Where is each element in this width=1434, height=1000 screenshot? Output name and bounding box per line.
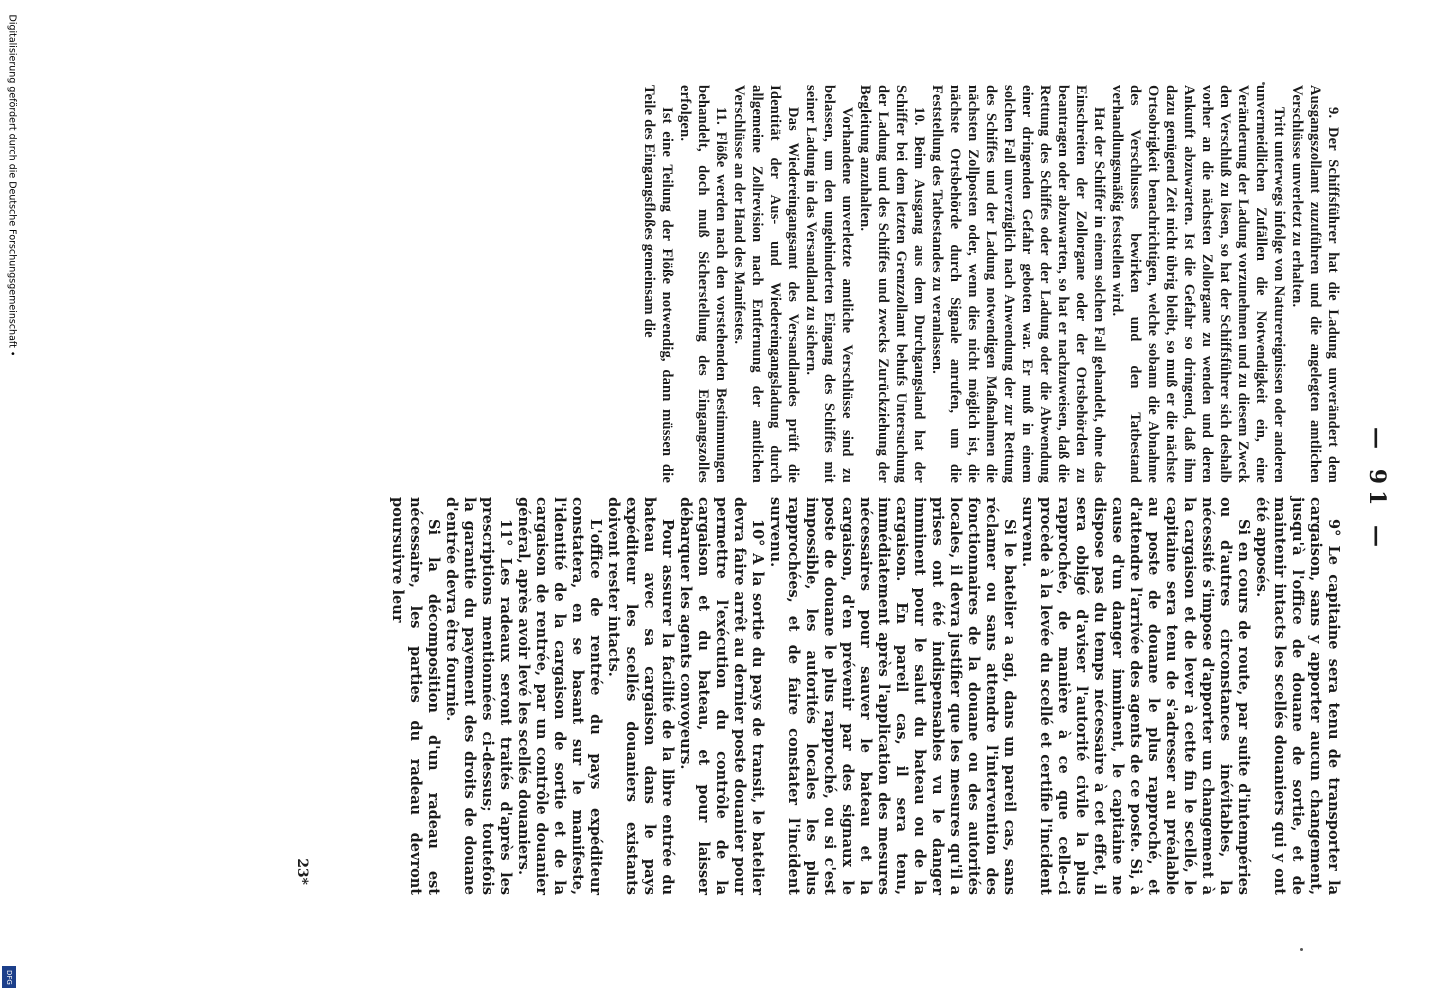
- german-column: [330, 85, 1342, 483]
- page-number: — 91 —: [1364, 427, 1390, 553]
- german-paragraph: Ist eine Teilung der Flöße notwendig, dann müssen die Teile des Eingangsfloßes gemeinsam die: [641, 85, 675, 483]
- scan-speck: [1262, 82, 1265, 85]
- german-paragraph: 9. Der Schiffsführer hat die Ladung unverändert dem Ausgangszollamt zuzuführen und die angelegten amtlichen Verschlüsse unverletzt zu erhalten.: [1289, 85, 1341, 483]
- french-paragraph: Pour assurer la facilité de la libre entrée du bateau avec sa cargaison dans le pays expéditeur les scellés douaniers existants doivent rester intacts.: [605, 497, 676, 895]
- german-paragraph: Vorhandene unverletzte amtliche Verschlüsse sind zu belassen, um den ungehinderten Eingang des Schiffes mit seiner Ladung in das Versandland zu sichern.: [803, 85, 855, 483]
- french-paragraph: L'office de rentrée du pays expéditeur constatera, en se basant sur le manifeste, l'identité de la cargaison de sortie et de la cargaison de rentrée, par un contrôle douanier général, après avoir levé les scellés douaniers.: [515, 497, 604, 895]
- french-paragraph: Si en cours de route, par suite d'intempéries ou d'autres circonstances inévitables, la nécessité s'impose d'apporter un changement à la cargaison et de lever à cette fin le scellé, le capitaine sera tenu de s'adresser au préalable au poste de douane le plus rapproché, et d'attendre l'arrivée des agents de ce poste. Si, à cause d'un danger imminent, le capitaine ne dispose pas du temps nécessaire à cet effet, il sera obligé d'aviser l'autorité civile la plus rapprochée, de manière à ce que celle-ci procède à la levée du scellé et certifie l'incident survenu.: [1019, 497, 1252, 895]
- french-paragraph: Si la décomposition d'un radeau est nécessaire, les parties du radeau devront poursuivre leur: [389, 497, 442, 895]
- french-paragraph: 10° A la sortie du pays de transit, le batelier devra faire arrêt au dernier poste douanier pour permettre l'exécution du contrôle de la cargaison et du bateau, et pour laisser débarquer les agents convoyeurs.: [677, 497, 766, 895]
- digitization-credit: [4, 0, 16, 1000]
- german-paragraph: 10. Beim Ausgang aus dem Durchgangsland hat der Schiffer bei dem letzten Grenzzollamt behufs Untersuchung der Ladung und des Schiffes und zwecks Zurückziehung der Begleitung anzuhalten.: [857, 85, 927, 483]
- scanned-page: [290, 85, 1390, 895]
- dfg-logo: DFG: [2, 966, 16, 988]
- french-paragraph: 11° Les radeaux seront traités d'après les prescriptions mentionnées ci-dessus; toutefois la garantie du payement des droits de douane d'entrée devra être fournie.: [443, 497, 514, 895]
- german-paragraph: Das Wiedereingangsamt des Versandlandes prüft die Identität der Aus- und Wiedereingangsladung durch allgemeine Zollrevision nach Entfernung der amtlichen Verschlüsse an der Hand des Manifestes.: [731, 85, 801, 483]
- german-paragraph: 11. Flöße werden nach den vorstehenden Bestimmungen behandelt, doch muß Sicherstellung des Eingangszolles erfolgen.: [677, 85, 729, 483]
- text-columns: [330, 85, 1342, 895]
- french-paragraph: 9° Le capitaine sera tenu de transporter la cargaison, sans y apporter aucun changement, jusqu'à l'office de douane de sortie, et de maintenir intacts les scellés douaniers qui y ont été apposés.: [1253, 497, 1342, 895]
- credit-text: Digitalisierung gefördert durch die Deutsche Forschungsgemeinschaft •: [6, 14, 18, 357]
- german-paragraph: Hat der Schiffer in einem solchen Fall gehandelt, ohne das Einschreiten der Zollorgane oder der Ortsbehörden zu beantragen oder abzuwarten, so hat er nachzuweisen, daß die Rettung des Schiffes oder der Ladung oder die Abwendung einer dringenden Gefahr geboten war. Er muß in einem solchen Fall unverzüglich nach Anwendung der zur Rettung des Schiffes und der Ladung notwendigen Maßnahmen die nächsten Zollposten oder, wenn dies nicht möglich ist, die nächste Ortsbehörde durch Signale anrufen, um die Feststellung des Tatbestandes zu veranlassen.: [929, 85, 1107, 483]
- page-content: [290, 85, 1390, 895]
- scan-speck: [1300, 948, 1303, 951]
- french-column: [330, 497, 1342, 895]
- page-header: [1362, 85, 1390, 895]
- german-paragraph: Tritt unterwegs infolge von Naturereignissen oder anderen unvermeidlichen Zufällen die Notwendigkeit ein, eine Veränderung der Ladung vorzunehmen und zu diesem Zweck den Verschluß zu lösen, so hat der Schiffsführer sich deshalb vorher an die nächsten Zollorgane zu wenden und deren Ankunft abzuwarten. Ist die Gefahr so dringend, daß ihm dazu genügend Zeit nicht übrig bleibt, so muß er die nächste Ortsobrigkeit benachrichtigen, welche sobann die Abnahme des Verschlusses bewirken und den Tatbestand verhandlungsmäßig feststellen wird.: [1109, 85, 1287, 483]
- french-paragraph: Si le batelier a agi, dans un pareil cas, sans réclamer ou sans attendre l'intervention des fonctionnaires de la douane ou des autorités locales, il devra justifier que les mesures qu'il a prises ont été indispensables vu le danger imminent pour le salut du bateau ou de la cargaison. En pareil cas, il sera tenu, immédiatement après l'application des mesures nécessaires pour sauver le bateau et la cargaison, d'en prévenir par des signaux le poste de douane le plus rapproché, ou si c'est impossible, les autorités locales les plus rapprochées, et de faire constater l'incident survenu.: [767, 497, 1018, 895]
- signature-mark: 23*: [294, 858, 310, 885]
